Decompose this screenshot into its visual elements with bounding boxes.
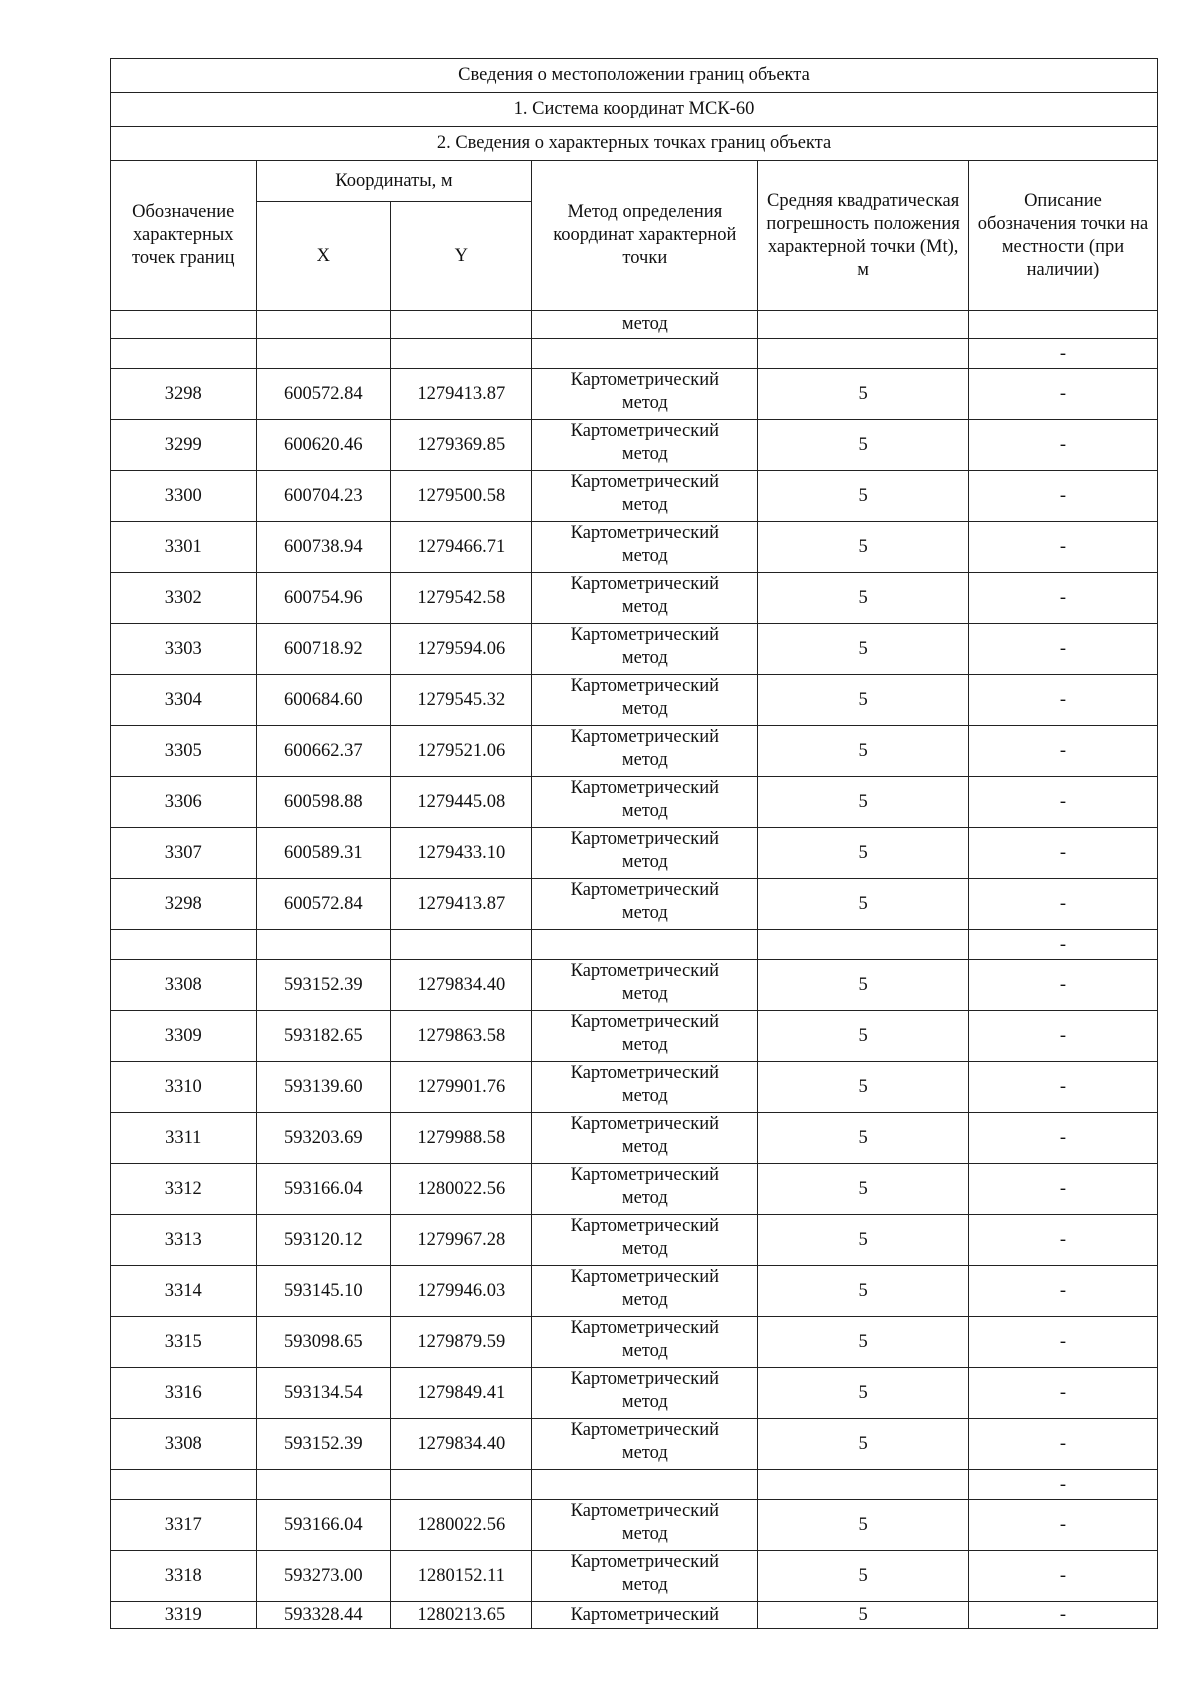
- table-row: [111, 726, 1158, 777]
- cell-x: 593145.10: [256, 1266, 391, 1317]
- method-text-cont: метод: [621, 852, 668, 872]
- table-row: [111, 573, 1158, 624]
- cell-method: [532, 1368, 758, 1419]
- cell-method: [532, 879, 758, 930]
- cell-mt: 5: [758, 573, 969, 624]
- cell-mt: 5: [758, 1368, 969, 1419]
- cell-point-id: 3318: [111, 1551, 257, 1602]
- method-text-cont: метод: [621, 597, 668, 617]
- table-row: [111, 420, 1158, 471]
- cell-point-id: 3303: [111, 624, 257, 675]
- method-text-cont: метод: [621, 1290, 668, 1310]
- method-text: Картометрический: [570, 1552, 720, 1572]
- method-text: Картометрический: [570, 1369, 720, 1389]
- table-row: [111, 522, 1158, 573]
- cell-point-id: 3299: [111, 420, 257, 471]
- cell-empty: [758, 1470, 969, 1500]
- boundary-points-table: [110, 58, 1158, 1629]
- cell-y: 1279594.06: [391, 624, 532, 675]
- header-y: Y: [391, 202, 532, 311]
- cell-method: [532, 1602, 758, 1629]
- cell-point-id: 3317: [111, 1500, 257, 1551]
- cell-y: 1279834.40: [391, 1419, 532, 1470]
- table-row: [111, 879, 1158, 930]
- method-text: Картометрический: [570, 676, 720, 696]
- cell-desc: -: [968, 675, 1157, 726]
- cell-x: 600738.94: [256, 522, 391, 573]
- table-row: [111, 369, 1158, 420]
- cell-empty: [111, 339, 257, 369]
- cell-y: 1279863.58: [391, 1011, 532, 1062]
- cell-desc: -: [968, 1062, 1157, 1113]
- method-text-cont: метод: [621, 1524, 668, 1544]
- cell-mt: 5: [758, 1500, 969, 1551]
- cell-method: [532, 1215, 758, 1266]
- cell-empty: [758, 930, 969, 960]
- method-text-cont: метод: [621, 444, 668, 464]
- cell-y: 1280213.65: [391, 1602, 532, 1629]
- method-text-cont: метод: [621, 1392, 668, 1412]
- method-text-cont: метод: [621, 648, 668, 668]
- cell-desc: -: [968, 828, 1157, 879]
- cell-empty: [968, 311, 1157, 339]
- cell-x: 600684.60: [256, 675, 391, 726]
- cell-method: [532, 624, 758, 675]
- cell-y: 1280022.56: [391, 1164, 532, 1215]
- cell-empty: [111, 930, 257, 960]
- cell-point-id: 3319: [111, 1602, 257, 1629]
- cell-point-id: 3316: [111, 1368, 257, 1419]
- cell-y: 1279946.03: [391, 1266, 532, 1317]
- cell-y: 1280152.11: [391, 1551, 532, 1602]
- cell-method: [532, 1551, 758, 1602]
- cell-x: 593120.12: [256, 1215, 391, 1266]
- cell-method: [532, 1062, 758, 1113]
- cell-mt: 5: [758, 420, 969, 471]
- cell-mt: 5: [758, 1113, 969, 1164]
- cell-x: 600589.31: [256, 828, 391, 879]
- cell-desc: -: [968, 1419, 1157, 1470]
- table-row: [111, 1164, 1158, 1215]
- continuation-row: [111, 311, 1158, 339]
- cell-point-id: 3302: [111, 573, 257, 624]
- cell-y: 1279879.59: [391, 1317, 532, 1368]
- cell-x: 593152.39: [256, 1419, 391, 1470]
- cell-method: [532, 420, 758, 471]
- method-text: Картометрический: [570, 829, 720, 849]
- table-row: [111, 1113, 1158, 1164]
- cell-desc: -: [968, 1602, 1157, 1629]
- cell-method: [532, 1419, 758, 1470]
- cell-method: [532, 1266, 758, 1317]
- cell-y: 1279433.10: [391, 828, 532, 879]
- method-text-cont: метод: [621, 1035, 668, 1055]
- cell-y: 1279413.87: [391, 879, 532, 930]
- separator-row: [111, 1470, 1158, 1500]
- cell-mt: 5: [758, 1317, 969, 1368]
- cell-empty: [391, 930, 532, 960]
- table-row: [111, 1215, 1158, 1266]
- cell-method: [532, 573, 758, 624]
- method-text: Картометрический: [570, 1012, 720, 1032]
- header-method: Метод определения координат характерной точки: [532, 161, 758, 311]
- cell-y: 1279500.58: [391, 471, 532, 522]
- cell-mt: 5: [758, 1602, 969, 1629]
- cell-mt: 5: [758, 369, 969, 420]
- cell-point-id: 3309: [111, 1011, 257, 1062]
- cell-x: 600620.46: [256, 420, 391, 471]
- header-row-top: [111, 161, 1158, 202]
- table-body: [111, 311, 1158, 1629]
- method-text: Картометрический: [570, 472, 720, 492]
- cell-x: 593273.00: [256, 1551, 391, 1602]
- cell-desc: -: [968, 930, 1157, 960]
- table-row: [111, 1500, 1158, 1551]
- method-text-cont: метод: [621, 699, 668, 719]
- cell-method: [532, 828, 758, 879]
- cell-desc: -: [968, 1215, 1157, 1266]
- method-text: Картометрический: [570, 1420, 720, 1440]
- cell-point-id: 3301: [111, 522, 257, 573]
- header-point: Обозначение характерных точек границ: [111, 161, 257, 311]
- cell-desc: -: [968, 1266, 1157, 1317]
- cell-mt: 5: [758, 960, 969, 1011]
- cell-empty: [758, 311, 969, 339]
- cell-mt: 5: [758, 522, 969, 573]
- method-text-cont: метод: [621, 1575, 668, 1595]
- cell-y: 1280022.56: [391, 1500, 532, 1551]
- method-text-cont: метод: [621, 750, 668, 770]
- cell-mt: 5: [758, 471, 969, 522]
- header-desc: Описание обозначения точки на местности (при наличии): [968, 161, 1157, 311]
- method-text-cont: метод: [621, 393, 668, 413]
- cell-desc: -: [968, 1011, 1157, 1062]
- table-row: [111, 1419, 1158, 1470]
- cell-x: 593139.60: [256, 1062, 391, 1113]
- cell-empty: [256, 311, 391, 339]
- method-text: Картометрический: [570, 727, 720, 747]
- cell-x: 600718.92: [256, 624, 391, 675]
- method-text: Картометрический: [570, 1501, 720, 1521]
- cell-x: 593134.54: [256, 1368, 391, 1419]
- table-row: [111, 1551, 1158, 1602]
- cell-point-id: 3305: [111, 726, 257, 777]
- cell-desc: -: [968, 522, 1157, 573]
- cell-y: 1279369.85: [391, 420, 532, 471]
- cell-point-id: 3311: [111, 1113, 257, 1164]
- cell-mt: 5: [758, 1551, 969, 1602]
- cell-empty: [391, 311, 532, 339]
- cell-method: [532, 1500, 758, 1551]
- cell-empty: [532, 339, 758, 369]
- cell-y: 1279834.40: [391, 960, 532, 1011]
- cell-point-id: 3298: [111, 879, 257, 930]
- cell-method: [532, 777, 758, 828]
- cell-empty: [111, 311, 257, 339]
- cell-point-id: 3307: [111, 828, 257, 879]
- table-row: [111, 1266, 1158, 1317]
- cell-y: 1279545.32: [391, 675, 532, 726]
- cell-y: 1279901.76: [391, 1062, 532, 1113]
- table-row: [111, 675, 1158, 726]
- cell-x: 593203.69: [256, 1113, 391, 1164]
- cell-desc: -: [968, 1500, 1157, 1551]
- cell-desc: -: [968, 1164, 1157, 1215]
- cell-method: [532, 369, 758, 420]
- section-title: 2. Сведения о характерных точках границ объекта: [111, 127, 1158, 161]
- cell-x: 593328.44: [256, 1602, 391, 1629]
- cell-y: 1279967.28: [391, 1215, 532, 1266]
- cell-desc: -: [968, 573, 1157, 624]
- method-text: Картометрический: [570, 1063, 720, 1083]
- cell-empty: [391, 1470, 532, 1500]
- cell-desc: -: [968, 1368, 1157, 1419]
- cell-mt: 5: [758, 777, 969, 828]
- banner-row-section: [111, 127, 1158, 161]
- method-text: Картометрический: [570, 523, 720, 543]
- table-row: [111, 777, 1158, 828]
- cell-x: 593166.04: [256, 1500, 391, 1551]
- cell-empty: [111, 1470, 257, 1500]
- method-text: Картометрический: [570, 1114, 720, 1134]
- cell-point-id: 3313: [111, 1215, 257, 1266]
- header-x: X: [256, 202, 391, 311]
- separator-row: [111, 339, 1158, 369]
- cell-point-id: 3298: [111, 369, 257, 420]
- method-text: Картометрический: [570, 625, 720, 645]
- document-page: [110, 58, 1158, 1629]
- method-text-cont: метод: [621, 903, 668, 923]
- method-text: Картометрический: [570, 370, 720, 390]
- cell-y: 1279413.87: [391, 369, 532, 420]
- cell-x: 593152.39: [256, 960, 391, 1011]
- banner-row-title: [111, 59, 1158, 93]
- method-text-cont: метод: [621, 1443, 668, 1463]
- cell-x: 593098.65: [256, 1317, 391, 1368]
- cell-x: 600572.84: [256, 879, 391, 930]
- cell-desc: -: [968, 960, 1157, 1011]
- table-row: [111, 1317, 1158, 1368]
- cell-method: [532, 1164, 758, 1215]
- table-row: [111, 1011, 1158, 1062]
- cell-desc: -: [968, 1317, 1157, 1368]
- cell-x: 593166.04: [256, 1164, 391, 1215]
- method-text: Картометрический: [570, 574, 720, 594]
- method-text-cont: метод: [621, 1239, 668, 1259]
- method-text: Картометрический: [570, 1216, 720, 1236]
- cell-mt: 5: [758, 1215, 969, 1266]
- table-row: [111, 828, 1158, 879]
- cell-desc: -: [968, 339, 1157, 369]
- cell-empty: [256, 1470, 391, 1500]
- cell-y: 1279542.58: [391, 573, 532, 624]
- cell-method: [532, 960, 758, 1011]
- method-text-cont: метод: [621, 546, 668, 566]
- cell-y: 1279849.41: [391, 1368, 532, 1419]
- cell-empty: [256, 339, 391, 369]
- cell-point-id: 3310: [111, 1062, 257, 1113]
- cell-empty: [256, 930, 391, 960]
- cell-method: [532, 726, 758, 777]
- cell-point-id: 3315: [111, 1317, 257, 1368]
- cell-y: 1279445.08: [391, 777, 532, 828]
- method-text-cont: метод: [621, 1188, 668, 1208]
- cell-method: [532, 1317, 758, 1368]
- method-text: Картометрический: [570, 421, 720, 441]
- cell-empty: [532, 930, 758, 960]
- cell-x: 600704.23: [256, 471, 391, 522]
- cell-desc: -: [968, 726, 1157, 777]
- cell-y: 1279521.06: [391, 726, 532, 777]
- method-text: Картометрический: [570, 1267, 720, 1287]
- continuation-method: метод: [532, 311, 758, 339]
- cell-method: [532, 675, 758, 726]
- cell-empty: [391, 339, 532, 369]
- table-row: [111, 471, 1158, 522]
- cell-mt: 5: [758, 1062, 969, 1113]
- cell-mt: 5: [758, 624, 969, 675]
- cell-x: 600598.88: [256, 777, 391, 828]
- cell-mt: 5: [758, 879, 969, 930]
- cell-method: [532, 522, 758, 573]
- header-error: Средняя квадратическая погрешность положения характерной точки (Mt), м: [758, 161, 969, 311]
- cell-desc: -: [968, 624, 1157, 675]
- cell-method: [532, 1011, 758, 1062]
- cell-mt: 5: [758, 1266, 969, 1317]
- cell-method: [532, 471, 758, 522]
- cell-point-id: 3308: [111, 960, 257, 1011]
- cell-mt: 5: [758, 828, 969, 879]
- method-text-cont: метод: [621, 1086, 668, 1106]
- table-row: [111, 624, 1158, 675]
- method-text: Картометрический: [570, 1604, 720, 1625]
- cell-desc: -: [968, 1551, 1157, 1602]
- cell-y: 1279466.71: [391, 522, 532, 573]
- method-text: Картометрический: [570, 778, 720, 798]
- cell-point-id: 3308: [111, 1419, 257, 1470]
- cell-desc: -: [968, 471, 1157, 522]
- method-text: Картометрический: [570, 961, 720, 981]
- cell-method: [532, 1113, 758, 1164]
- cell-mt: 5: [758, 675, 969, 726]
- table-row: [111, 960, 1158, 1011]
- cell-empty: [758, 339, 969, 369]
- cell-mt: 5: [758, 1164, 969, 1215]
- method-text-cont: метод: [621, 495, 668, 515]
- method-text: Картометрический: [570, 1318, 720, 1338]
- table-row: [111, 1062, 1158, 1113]
- table-title: Сведения о местоположении границ объекта: [111, 59, 1158, 93]
- cell-point-id: 3300: [111, 471, 257, 522]
- method-text-cont: метод: [621, 1137, 668, 1157]
- separator-row: [111, 930, 1158, 960]
- cell-x: 600754.96: [256, 573, 391, 624]
- method-text-cont: метод: [621, 1341, 668, 1361]
- method-text-cont: метод: [621, 801, 668, 821]
- cell-point-id: 3304: [111, 675, 257, 726]
- cell-empty: [532, 1470, 758, 1500]
- banner-row-system: [111, 93, 1158, 127]
- header-coords: Координаты, м: [256, 161, 532, 202]
- table-row: [111, 1602, 1158, 1629]
- table-row: [111, 1368, 1158, 1419]
- cell-mt: 5: [758, 1011, 969, 1062]
- method-text: Картометрический: [570, 880, 720, 900]
- coordinate-system: 1. Система координат МСК-60: [111, 93, 1158, 127]
- method-text-cont: метод: [621, 984, 668, 1004]
- cell-desc: -: [968, 369, 1157, 420]
- cell-point-id: 3312: [111, 1164, 257, 1215]
- cell-desc: -: [968, 879, 1157, 930]
- cell-desc: -: [968, 777, 1157, 828]
- cell-x: 600662.37: [256, 726, 391, 777]
- cell-x: 593182.65: [256, 1011, 391, 1062]
- cell-mt: 5: [758, 726, 969, 777]
- method-text: Картометрический: [570, 1165, 720, 1185]
- cell-desc: -: [968, 1470, 1157, 1500]
- cell-desc: -: [968, 420, 1157, 471]
- cell-x: 600572.84: [256, 369, 391, 420]
- cell-y: 1279988.58: [391, 1113, 532, 1164]
- cell-desc: -: [968, 1113, 1157, 1164]
- cell-point-id: 3306: [111, 777, 257, 828]
- cell-point-id: 3314: [111, 1266, 257, 1317]
- cell-mt: 5: [758, 1419, 969, 1470]
